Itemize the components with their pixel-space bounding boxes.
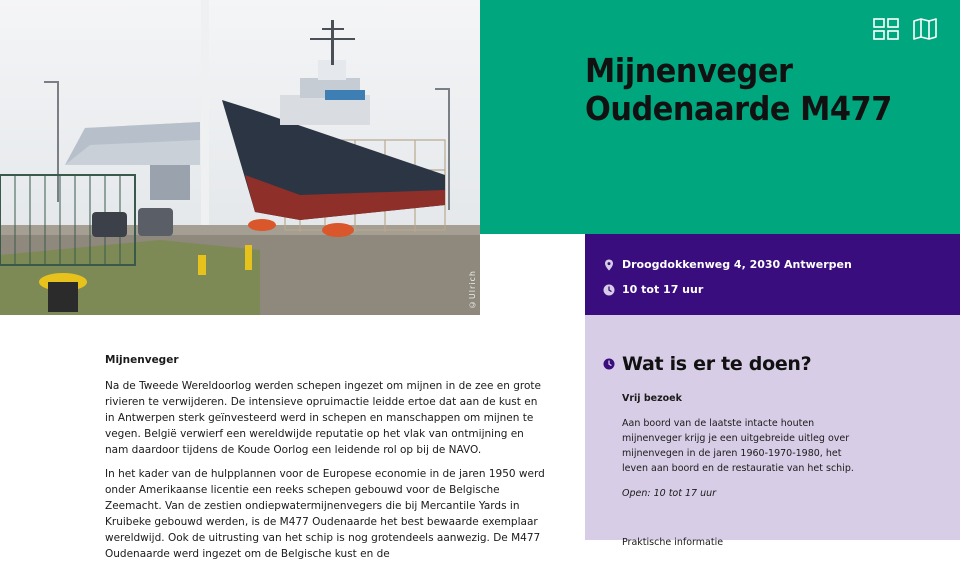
- location-pin-icon: [603, 259, 615, 271]
- address-row: [603, 258, 852, 271]
- clock-bullet-icon: [603, 358, 615, 370]
- hours-text: 10 tot 17 uur: [622, 283, 704, 296]
- page-title: Mijnenveger Oudenaarde M477: [585, 51, 892, 128]
- article-paragraph: In het kader van de hulpplannen voor de Europese economie in de jaren 1950 werd onder Amerikaanse licentie een reeks schepen gebouwd voor de Belgische Zeemacht. Van de zestien ondiepwatermijnenvegers die bij Mercantile Yards in Kruibeke gebouwd werden, is de M477 Oudenaarde het best bewaarde exemplaar wereldwijd. Ook de uitrusting van het schip is nog grotendeels aanwezig. De M477 Oudenaarde werd ingezet om de Belgische kust en de: [105, 468, 545, 560]
- activity-title: Vrij bezoek: [622, 393, 682, 404]
- side-heading-row: [603, 353, 811, 375]
- activity-block: [622, 391, 862, 511]
- clock-icon: [603, 284, 615, 296]
- photo-credit: ©Ulrich: [468, 269, 477, 309]
- article-paragraph: Na de Tweede Wereldoorlog werden schepen ingezet om mijnen in de zee en grote rivieren te verwijderen. De intensieve opruimactie leidde ertoe dat aan de kust en in Antwerpen sterk geïnvesteerd werd in schepen en manschappen om mijnen te vegen. België verwierf een wereldwijde reputatie op het vlak van ontmijning en nam daardoor tijdens de Koude Oorlog een leidende rol op bij de NAVO.: [105, 380, 542, 456]
- address-text: Droogdokkenweg 4, 2030 Antwerpen: [622, 258, 852, 271]
- hero-photo: [0, 0, 480, 315]
- info-bar: [585, 234, 960, 315]
- activity-hours: Open: 10 tot 17 uur: [622, 488, 717, 499]
- map-view-icon[interactable]: [912, 17, 938, 41]
- article-heading: Mijnenveger: [105, 354, 179, 366]
- side-heading: Wat is er te doen?: [622, 353, 812, 375]
- practical-info-link[interactable]: Praktische informatie: [622, 537, 724, 548]
- view-switcher: [873, 17, 938, 41]
- article: [105, 352, 550, 570]
- hours-row: [603, 283, 703, 296]
- side-panel: [585, 315, 960, 548]
- title-panel: [480, 0, 960, 234]
- activity-description: Aan boord van de laatste intacte houten mijnenveger krijg je een uitgebreide uitleg over mijnenvegen in de jaren 1960-1970-1980, het leven aan boord en de restauratie van het schip.: [622, 418, 854, 474]
- minesweeper-photo: [0, 0, 480, 315]
- grid-view-icon[interactable]: [873, 17, 899, 41]
